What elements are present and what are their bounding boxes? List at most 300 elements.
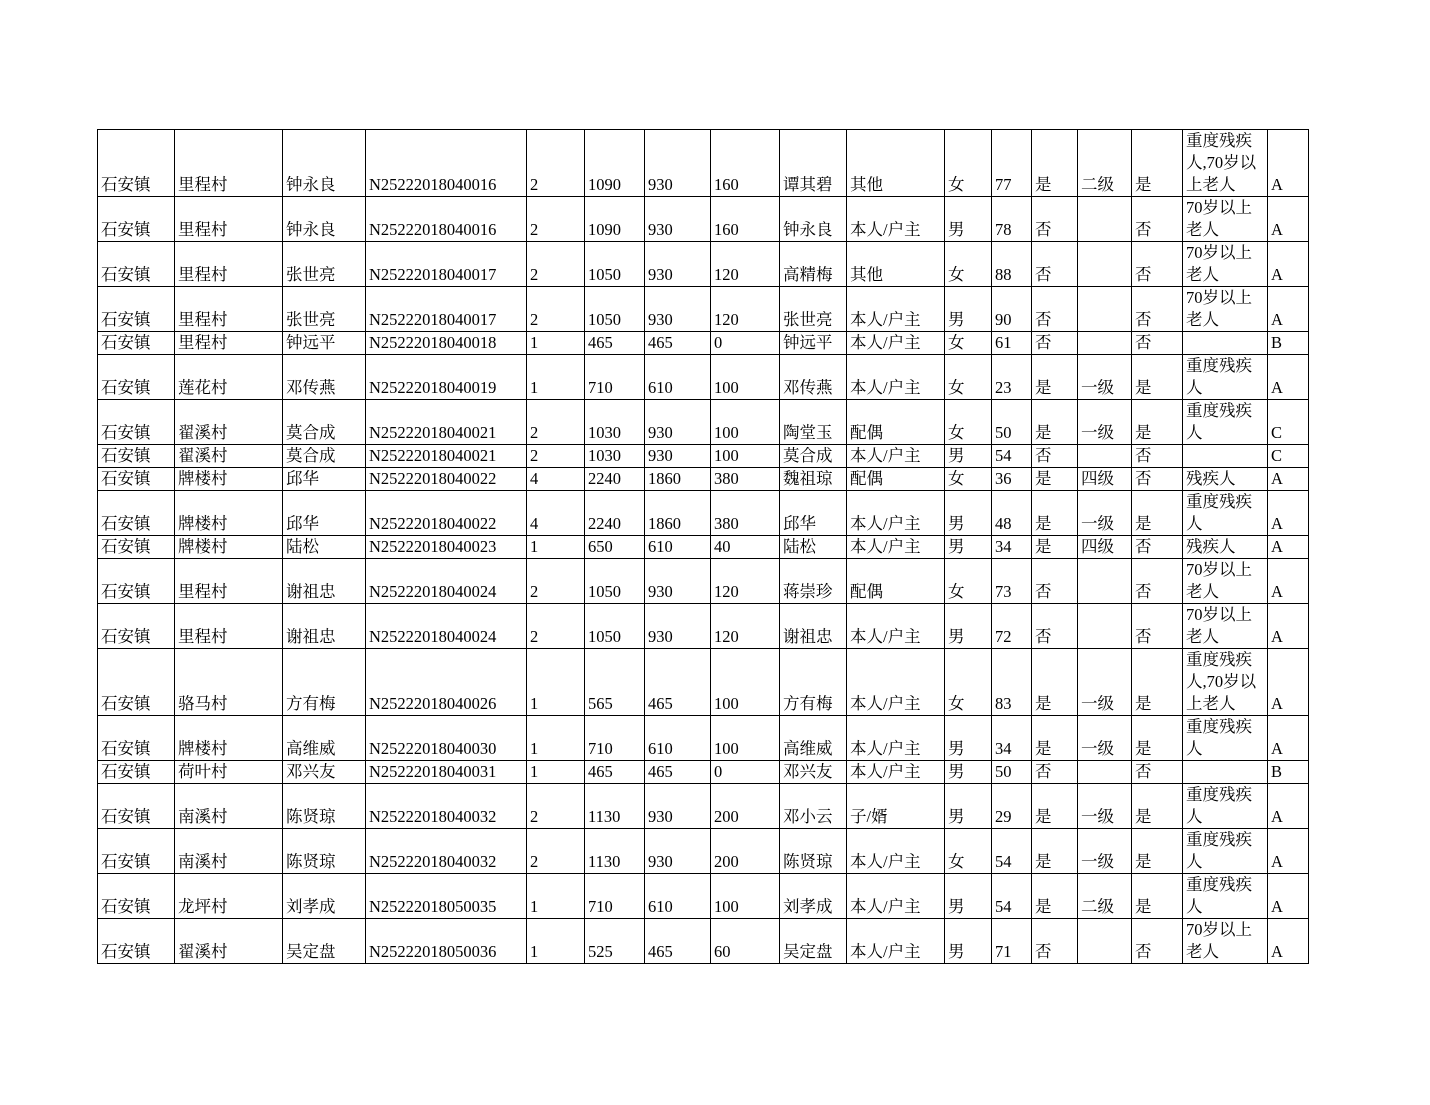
cell-disabled: 否 [1032, 559, 1078, 604]
table-row [98, 468, 1309, 491]
cell-class: A [1268, 355, 1309, 400]
cell-town: 石安镇 [98, 536, 175, 559]
cell-subsidy-amount: 60 [711, 919, 780, 964]
cell-village: 莲花村 [175, 355, 283, 400]
cell-household-size: 1 [527, 716, 585, 761]
cell-total-amount: 710 [585, 874, 645, 919]
cell-member-name: 吴定盘 [780, 919, 847, 964]
cell-severe: 是 [1132, 874, 1183, 919]
cell-subsidy-amount: 200 [711, 784, 780, 829]
cell-village: 里程村 [175, 287, 283, 332]
cell-class: B [1268, 332, 1309, 355]
cell-household-id: N25222018050035 [366, 874, 527, 919]
cell-disability-level: 一级 [1078, 400, 1132, 445]
cell-age: 34 [992, 536, 1032, 559]
cell-householder: 陈贤琼 [283, 784, 366, 829]
cell-gender: 男 [945, 491, 992, 536]
cell-age: 29 [992, 784, 1032, 829]
cell-householder: 刘孝成 [283, 874, 366, 919]
cell-class: A [1268, 649, 1309, 716]
cell-village: 里程村 [175, 130, 283, 197]
table-row [98, 919, 1309, 964]
cell-village: 牌楼村 [175, 468, 283, 491]
cell-class: B [1268, 761, 1309, 784]
cell-disabled: 是 [1032, 468, 1078, 491]
cell-disability-level: 二级 [1078, 130, 1132, 197]
cell-gender: 男 [945, 874, 992, 919]
cell-village: 里程村 [175, 242, 283, 287]
table-row [98, 536, 1309, 559]
cell-relation: 子/婿 [847, 784, 945, 829]
cell-age: 90 [992, 287, 1032, 332]
cell-relation: 本人/户主 [847, 197, 945, 242]
cell-disability-level: 二级 [1078, 874, 1132, 919]
cell-gender: 女 [945, 400, 992, 445]
cell-disability-level: 一级 [1078, 784, 1132, 829]
cell-base-amount: 610 [645, 716, 711, 761]
cell-base-amount: 465 [645, 332, 711, 355]
cell-disabled: 是 [1032, 355, 1078, 400]
cell-class: A [1268, 130, 1309, 197]
cell-town: 石安镇 [98, 491, 175, 536]
cell-class: A [1268, 197, 1309, 242]
cell-category: 70岁以上老人 [1183, 919, 1268, 964]
cell-household-id: N25222018040023 [366, 536, 527, 559]
cell-household-size: 1 [527, 536, 585, 559]
cell-category: 残疾人 [1183, 468, 1268, 491]
cell-disability-level: 一级 [1078, 716, 1132, 761]
cell-subsidy-amount: 100 [711, 400, 780, 445]
cell-disabled: 是 [1032, 874, 1078, 919]
cell-relation: 本人/户主 [847, 332, 945, 355]
cell-age: 83 [992, 649, 1032, 716]
cell-household-id: N25222018040018 [366, 332, 527, 355]
cell-class: A [1268, 874, 1309, 919]
cell-subsidy-amount: 0 [711, 332, 780, 355]
cell-disability-level [1078, 242, 1132, 287]
cell-household-size: 1 [527, 874, 585, 919]
cell-household-size: 2 [527, 197, 585, 242]
cell-subsidy-amount: 100 [711, 874, 780, 919]
cell-village: 牌楼村 [175, 491, 283, 536]
cell-total-amount: 525 [585, 919, 645, 964]
table-row [98, 491, 1309, 536]
cell-base-amount: 930 [645, 604, 711, 649]
cell-disabled: 是 [1032, 716, 1078, 761]
cell-town: 石安镇 [98, 468, 175, 491]
cell-household-id: N25222018040017 [366, 287, 527, 332]
cell-town: 石安镇 [98, 784, 175, 829]
cell-base-amount: 610 [645, 874, 711, 919]
cell-age: 78 [992, 197, 1032, 242]
cell-severe: 是 [1132, 784, 1183, 829]
cell-subsidy-amount: 0 [711, 761, 780, 784]
cell-total-amount: 465 [585, 332, 645, 355]
table-row [98, 355, 1309, 400]
table-row [98, 400, 1309, 445]
cell-household-id: N25222018040031 [366, 761, 527, 784]
cell-class: A [1268, 716, 1309, 761]
cell-householder: 钟永良 [283, 130, 366, 197]
cell-category [1183, 761, 1268, 784]
cell-category: 重度残疾人 [1183, 355, 1268, 400]
cell-gender: 女 [945, 559, 992, 604]
table-row [98, 130, 1309, 197]
cell-village: 里程村 [175, 332, 283, 355]
cell-household-id: N25222018040021 [366, 445, 527, 468]
cell-disability-level [1078, 604, 1132, 649]
cell-disabled: 是 [1032, 784, 1078, 829]
cell-subsidy-amount: 380 [711, 468, 780, 491]
cell-member-name: 谭其碧 [780, 130, 847, 197]
cell-total-amount: 1090 [585, 197, 645, 242]
cell-household-size: 2 [527, 829, 585, 874]
cell-gender: 女 [945, 355, 992, 400]
cell-household-size: 2 [527, 445, 585, 468]
cell-disability-level: 四级 [1078, 536, 1132, 559]
cell-total-amount: 565 [585, 649, 645, 716]
cell-base-amount: 610 [645, 355, 711, 400]
cell-household-id: N25222018040022 [366, 491, 527, 536]
cell-subsidy-amount: 40 [711, 536, 780, 559]
cell-householder: 陆松 [283, 536, 366, 559]
cell-severe: 是 [1132, 829, 1183, 874]
cell-household-id: N25222018040024 [366, 604, 527, 649]
cell-member-name: 邱华 [780, 491, 847, 536]
cell-base-amount: 930 [645, 559, 711, 604]
cell-age: 71 [992, 919, 1032, 964]
cell-relation: 本人/户主 [847, 445, 945, 468]
cell-householder: 张世亮 [283, 242, 366, 287]
cell-gender: 男 [945, 536, 992, 559]
cell-age: 54 [992, 874, 1032, 919]
cell-town: 石安镇 [98, 445, 175, 468]
cell-town: 石安镇 [98, 919, 175, 964]
cell-household-size: 2 [527, 242, 585, 287]
cell-category: 重度残疾人 [1183, 716, 1268, 761]
cell-category [1183, 445, 1268, 468]
cell-householder: 莫合成 [283, 400, 366, 445]
cell-gender: 男 [945, 604, 992, 649]
cell-household-id: N25222018040032 [366, 784, 527, 829]
cell-category: 残疾人 [1183, 536, 1268, 559]
cell-village: 翟溪村 [175, 919, 283, 964]
cell-severe: 否 [1132, 332, 1183, 355]
cell-relation: 本人/户主 [847, 491, 945, 536]
cell-severe: 否 [1132, 242, 1183, 287]
cell-base-amount: 930 [645, 784, 711, 829]
cell-gender: 男 [945, 716, 992, 761]
cell-class: A [1268, 536, 1309, 559]
cell-total-amount: 1090 [585, 130, 645, 197]
cell-member-name: 莫合成 [780, 445, 847, 468]
cell-age: 54 [992, 445, 1032, 468]
table-row [98, 559, 1309, 604]
cell-base-amount: 930 [645, 130, 711, 197]
cell-member-name: 高精梅 [780, 242, 847, 287]
cell-subsidy-amount: 120 [711, 604, 780, 649]
cell-village: 骆马村 [175, 649, 283, 716]
cell-village: 龙坪村 [175, 874, 283, 919]
cell-relation: 本人/户主 [847, 874, 945, 919]
cell-household-id: N25222018040024 [366, 559, 527, 604]
cell-householder: 邱华 [283, 491, 366, 536]
cell-severe: 否 [1132, 604, 1183, 649]
cell-member-name: 陆松 [780, 536, 847, 559]
cell-gender: 女 [945, 332, 992, 355]
data-table [97, 129, 1309, 964]
cell-age: 61 [992, 332, 1032, 355]
cell-householder: 钟远平 [283, 332, 366, 355]
cell-subsidy-amount: 120 [711, 242, 780, 287]
cell-household-id: N25222018040021 [366, 400, 527, 445]
table-row [98, 716, 1309, 761]
cell-subsidy-amount: 160 [711, 197, 780, 242]
cell-member-name: 邓传燕 [780, 355, 847, 400]
cell-disability-level [1078, 445, 1132, 468]
table-row [98, 784, 1309, 829]
cell-base-amount: 465 [645, 761, 711, 784]
cell-subsidy-amount: 200 [711, 829, 780, 874]
cell-household-size: 1 [527, 355, 585, 400]
cell-town: 石安镇 [98, 197, 175, 242]
cell-village: 荷叶村 [175, 761, 283, 784]
cell-relation: 本人/户主 [847, 761, 945, 784]
cell-disabled: 否 [1032, 287, 1078, 332]
cell-relation: 本人/户主 [847, 287, 945, 332]
cell-household-id: N25222018040016 [366, 197, 527, 242]
cell-disability-level [1078, 761, 1132, 784]
cell-base-amount: 610 [645, 536, 711, 559]
cell-base-amount: 930 [645, 287, 711, 332]
cell-severe: 是 [1132, 355, 1183, 400]
cell-total-amount: 1030 [585, 400, 645, 445]
table-row [98, 242, 1309, 287]
cell-disability-level [1078, 919, 1132, 964]
cell-disabled: 否 [1032, 197, 1078, 242]
table-row [98, 287, 1309, 332]
cell-category: 70岁以上老人 [1183, 242, 1268, 287]
cell-gender: 男 [945, 761, 992, 784]
cell-class: A [1268, 784, 1309, 829]
cell-severe: 是 [1132, 649, 1183, 716]
cell-householder: 邓传燕 [283, 355, 366, 400]
cell-total-amount: 1050 [585, 242, 645, 287]
cell-category: 70岁以上老人 [1183, 559, 1268, 604]
cell-base-amount: 465 [645, 649, 711, 716]
cell-village: 里程村 [175, 559, 283, 604]
cell-severe: 否 [1132, 287, 1183, 332]
cell-village: 南溪村 [175, 784, 283, 829]
cell-householder: 高维威 [283, 716, 366, 761]
cell-age: 50 [992, 761, 1032, 784]
cell-disabled: 否 [1032, 242, 1078, 287]
cell-disability-level [1078, 287, 1132, 332]
cell-gender: 女 [945, 468, 992, 491]
cell-householder: 邓兴友 [283, 761, 366, 784]
cell-household-id: N25222018040030 [366, 716, 527, 761]
cell-disabled: 是 [1032, 130, 1078, 197]
cell-disabled: 否 [1032, 919, 1078, 964]
cell-subsidy-amount: 380 [711, 491, 780, 536]
cell-disabled: 否 [1032, 604, 1078, 649]
cell-householder: 方有梅 [283, 649, 366, 716]
cell-total-amount: 465 [585, 761, 645, 784]
cell-subsidy-amount: 120 [711, 287, 780, 332]
cell-total-amount: 1130 [585, 829, 645, 874]
cell-town: 石安镇 [98, 242, 175, 287]
cell-class: A [1268, 604, 1309, 649]
cell-relation: 配偶 [847, 468, 945, 491]
cell-severe: 否 [1132, 536, 1183, 559]
cell-member-name: 方有梅 [780, 649, 847, 716]
cell-member-name: 钟远平 [780, 332, 847, 355]
cell-total-amount: 1050 [585, 287, 645, 332]
cell-class: C [1268, 445, 1309, 468]
cell-town: 石安镇 [98, 874, 175, 919]
cell-age: 34 [992, 716, 1032, 761]
cell-town: 石安镇 [98, 604, 175, 649]
table-row [98, 649, 1309, 716]
cell-age: 54 [992, 829, 1032, 874]
cell-class: C [1268, 400, 1309, 445]
cell-base-amount: 930 [645, 445, 711, 468]
cell-householder: 谢祖忠 [283, 604, 366, 649]
cell-household-id: N25222018040032 [366, 829, 527, 874]
cell-disability-level: 一级 [1078, 829, 1132, 874]
cell-town: 石安镇 [98, 130, 175, 197]
cell-disability-level: 四级 [1078, 468, 1132, 491]
cell-total-amount: 1050 [585, 604, 645, 649]
cell-disabled: 否 [1032, 445, 1078, 468]
cell-member-name: 陶堂玉 [780, 400, 847, 445]
cell-base-amount: 1860 [645, 491, 711, 536]
cell-disabled: 否 [1032, 332, 1078, 355]
cell-relation: 配偶 [847, 559, 945, 604]
cell-disabled: 是 [1032, 536, 1078, 559]
cell-householder: 吴定盘 [283, 919, 366, 964]
cell-relation: 本人/户主 [847, 604, 945, 649]
cell-total-amount: 1030 [585, 445, 645, 468]
cell-member-name: 刘孝成 [780, 874, 847, 919]
cell-disabled: 是 [1032, 829, 1078, 874]
cell-age: 77 [992, 130, 1032, 197]
cell-gender: 女 [945, 829, 992, 874]
table-row [98, 445, 1309, 468]
cell-household-size: 4 [527, 468, 585, 491]
cell-subsidy-amount: 100 [711, 716, 780, 761]
cell-category: 重度残疾人 [1183, 400, 1268, 445]
cell-village: 里程村 [175, 197, 283, 242]
cell-subsidy-amount: 100 [711, 649, 780, 716]
cell-town: 石安镇 [98, 649, 175, 716]
cell-subsidy-amount: 100 [711, 445, 780, 468]
cell-household-id: N25222018050036 [366, 919, 527, 964]
cell-disability-level [1078, 332, 1132, 355]
cell-relation: 本人/户主 [847, 829, 945, 874]
cell-category [1183, 332, 1268, 355]
cell-household-size: 2 [527, 604, 585, 649]
cell-gender: 男 [945, 287, 992, 332]
cell-householder: 邱华 [283, 468, 366, 491]
cell-town: 石安镇 [98, 716, 175, 761]
cell-base-amount: 930 [645, 400, 711, 445]
cell-gender: 女 [945, 130, 992, 197]
cell-category: 70岁以上老人 [1183, 604, 1268, 649]
cell-household-size: 1 [527, 332, 585, 355]
cell-severe: 否 [1132, 197, 1183, 242]
cell-severe: 是 [1132, 716, 1183, 761]
cell-disability-level [1078, 197, 1132, 242]
cell-householder: 谢祖忠 [283, 559, 366, 604]
cell-household-size: 1 [527, 761, 585, 784]
cell-village: 南溪村 [175, 829, 283, 874]
cell-town: 石安镇 [98, 287, 175, 332]
cell-category: 70岁以上老人 [1183, 287, 1268, 332]
cell-category: 重度残疾人 [1183, 829, 1268, 874]
cell-household-id: N25222018040016 [366, 130, 527, 197]
cell-town: 石安镇 [98, 400, 175, 445]
cell-base-amount: 930 [645, 242, 711, 287]
cell-total-amount: 1130 [585, 784, 645, 829]
cell-householder: 陈贤琼 [283, 829, 366, 874]
cell-class: A [1268, 242, 1309, 287]
cell-household-size: 2 [527, 287, 585, 332]
cell-base-amount: 465 [645, 919, 711, 964]
cell-gender: 男 [945, 784, 992, 829]
cell-disabled: 是 [1032, 491, 1078, 536]
cell-total-amount: 710 [585, 716, 645, 761]
cell-severe: 否 [1132, 559, 1183, 604]
cell-subsidy-amount: 100 [711, 355, 780, 400]
cell-category: 重度残疾人 [1183, 784, 1268, 829]
cell-relation: 本人/户主 [847, 716, 945, 761]
cell-age: 73 [992, 559, 1032, 604]
cell-severe: 否 [1132, 761, 1183, 784]
cell-subsidy-amount: 160 [711, 130, 780, 197]
cell-severe: 是 [1132, 130, 1183, 197]
cell-disability-level: 一级 [1078, 491, 1132, 536]
cell-age: 48 [992, 491, 1032, 536]
cell-town: 石安镇 [98, 829, 175, 874]
cell-household-id: N25222018040026 [366, 649, 527, 716]
cell-class: A [1268, 559, 1309, 604]
cell-disability-level: 一级 [1078, 649, 1132, 716]
cell-class: A [1268, 829, 1309, 874]
cell-gender: 男 [945, 197, 992, 242]
cell-gender: 男 [945, 919, 992, 964]
cell-category: 重度残疾人 [1183, 491, 1268, 536]
cell-member-name: 陈贤琼 [780, 829, 847, 874]
cell-member-name: 高维威 [780, 716, 847, 761]
cell-household-size: 1 [527, 919, 585, 964]
cell-severe: 是 [1132, 491, 1183, 536]
cell-relation: 配偶 [847, 400, 945, 445]
cell-severe: 否 [1132, 445, 1183, 468]
cell-village: 牌楼村 [175, 716, 283, 761]
cell-age: 23 [992, 355, 1032, 400]
cell-village: 牌楼村 [175, 536, 283, 559]
cell-household-id: N25222018040017 [366, 242, 527, 287]
cell-household-size: 2 [527, 559, 585, 604]
cell-relation: 本人/户主 [847, 649, 945, 716]
cell-total-amount: 650 [585, 536, 645, 559]
cell-member-name: 邓小云 [780, 784, 847, 829]
table-row [98, 874, 1309, 919]
cell-severe: 否 [1132, 468, 1183, 491]
table-row [98, 829, 1309, 874]
cell-total-amount: 2240 [585, 468, 645, 491]
